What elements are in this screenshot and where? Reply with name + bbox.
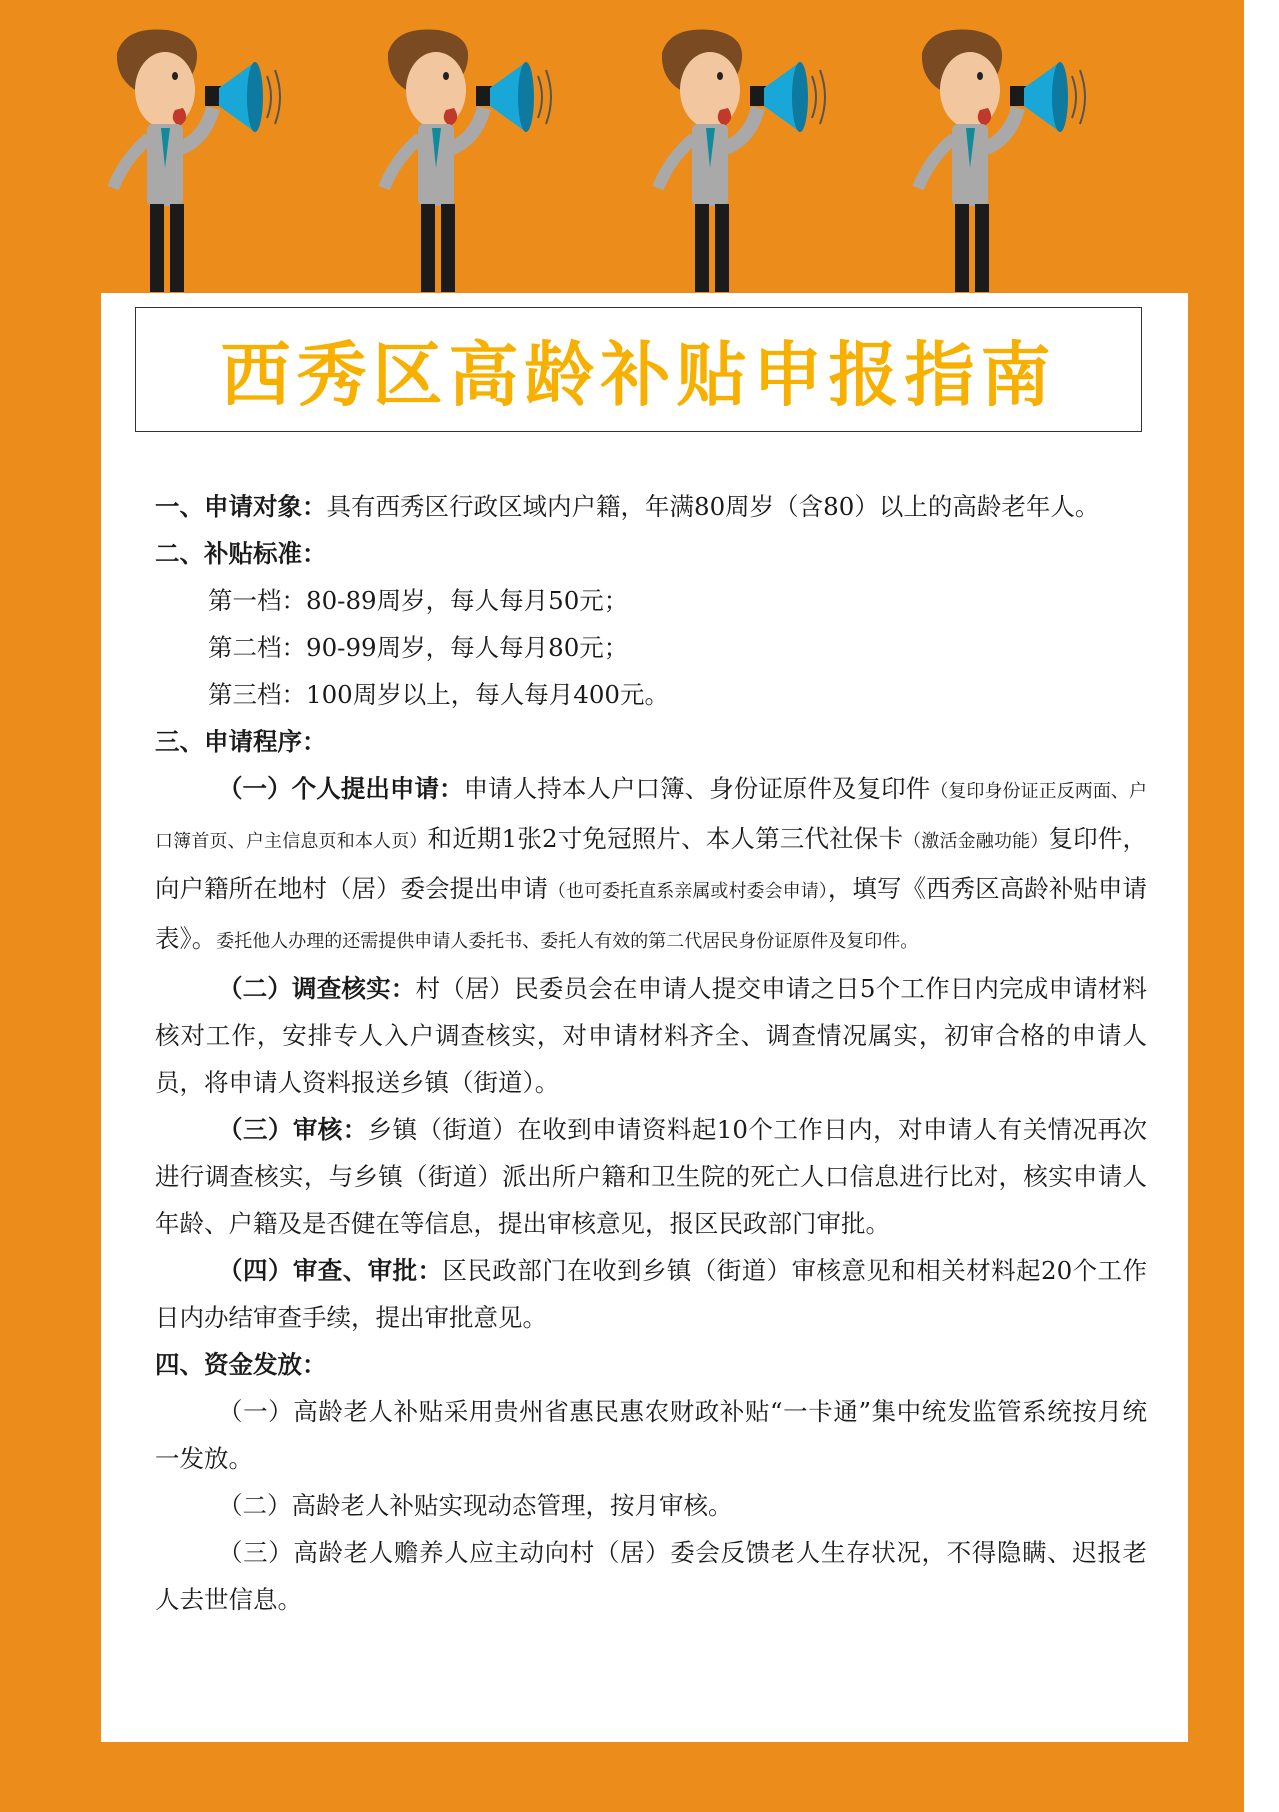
man-with-megaphone-icon	[900, 28, 1130, 296]
header-illustration	[0, 0, 1244, 300]
step-note: （也可委托直系亲属或村委会申请）	[547, 881, 828, 902]
funding-item: （二）高龄老人补贴实现动态管理，按月审核。	[218, 1491, 733, 1520]
step-personal-application	[155, 765, 1147, 965]
section-funding	[155, 1341, 1147, 1388]
page-title: 西秀区高龄补贴申报指南	[220, 334, 1057, 416]
step-approval	[155, 1247, 1147, 1341]
step-label: （二）调查核实：	[218, 974, 416, 1003]
step-review	[155, 1106, 1147, 1247]
page-margin	[1244, 0, 1279, 1812]
step-investigation	[155, 965, 1147, 1106]
funding-item: （三）高龄老人赡养人应主动向村（居）委会反馈老人生存状况，不得隐瞒、迟报老人去世信息。	[155, 1538, 1147, 1614]
step-text: 申请人持本人户口簿、身份证原件及复印件	[463, 774, 931, 803]
title-box	[135, 307, 1142, 432]
step-text: 复印件，向户籍所在地村（居）委会提出申请	[155, 824, 1147, 903]
section-heading: 一、申请对象：	[155, 492, 327, 521]
step-text: 区民政部门在收到乡镇（街道）审核意见和相关材料起20个工作日内办结审查手续，提出审批意见。	[155, 1256, 1147, 1332]
step-note: （复印身份证正反两面、户口簿首页、户主信息页和本人页）	[155, 781, 1147, 852]
step-note: （激活金融功能）	[903, 831, 1049, 852]
man-with-megaphone-icon	[366, 28, 596, 296]
guide-body	[155, 483, 1147, 1623]
section-heading: 四、资金发放：	[155, 1350, 327, 1379]
step-text: ，填写《西秀区高龄补贴申请表》。	[155, 874, 1148, 953]
tier-item: 第二档：90-99周岁，每人每月80元；	[208, 633, 629, 662]
step-label: （三）审核：	[218, 1115, 368, 1144]
step-text: 乡镇（街道）在收到申请资料起10个工作日内，对申请人有关情况再次进行调查核实，与乡镇（街道）派出所户籍和卫生院的死亡人口信息进行比对，核实申请人年龄、户籍及是否健在等信息，提出审核意见，报区民政部门审批。	[155, 1115, 1147, 1238]
tier-item: 第三档：100周岁以上，每人每月400元。	[208, 680, 670, 709]
step-label: （四）审查、审批：	[218, 1256, 443, 1285]
section-applicants	[155, 483, 1147, 530]
step-text: 村（居）民委员会在申请人提交申请之日5个工作日内完成申请材料核对工作，安排专人入户调查核实，对申请材料齐全、调查情况属实，初审合格的申请人员，将申请人资料报送乡镇（街道）。	[155, 974, 1147, 1097]
step-note: 委托他人办理的还需提供申请人委托书、委托人有效的第二代居民身份证原件及复印件。	[216, 931, 919, 952]
section-standard	[155, 530, 1147, 577]
man-with-megaphone-icon	[640, 28, 870, 296]
section-text: 具有西秀区行政区域内户籍，年满80周岁（含80）以上的高龄老年人。	[326, 492, 1100, 521]
step-text: 和近期1张2寸免冠照片、本人第三代社保卡	[427, 824, 904, 853]
section-heading: 三、申请程序：	[155, 727, 327, 756]
man-with-megaphone-icon	[95, 28, 325, 296]
section-procedure	[155, 718, 1147, 765]
funding-item: （一）高龄老人补贴采用贵州省惠民惠农财政补贴“一卡通”集中统发监管系统按月统一发放。	[155, 1397, 1147, 1473]
step-label: （一）个人提出申请：	[218, 774, 464, 803]
tier-item: 第一档：80-89周岁，每人每月50元；	[208, 586, 629, 615]
content-panel	[101, 293, 1188, 1742]
section-heading: 二、补贴标准：	[155, 539, 327, 568]
